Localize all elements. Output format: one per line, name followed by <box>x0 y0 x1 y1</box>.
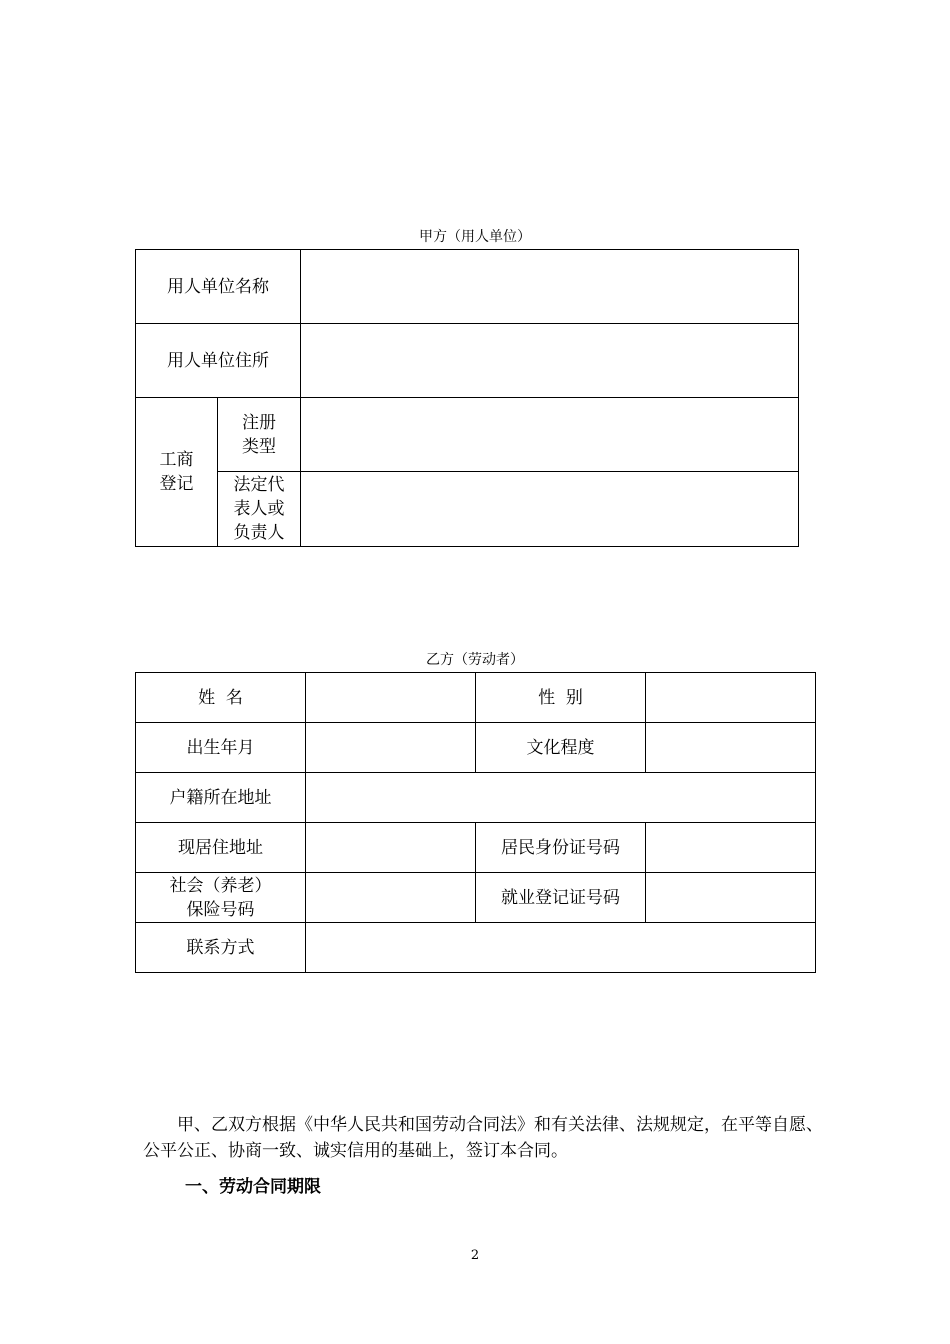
employment-reg-label: 就业登记证号码 <box>476 873 646 923</box>
residence-value[interactable] <box>306 823 476 873</box>
household-value[interactable] <box>306 773 816 823</box>
reg-type-value[interactable] <box>301 398 799 472</box>
party-a-table <box>135 249 799 547</box>
business-reg-label: 工商 登记 <box>136 398 218 547</box>
residence-label: 现居住地址 <box>136 823 306 873</box>
section-heading: 一、劳动合同期限 <box>185 1177 321 1197</box>
intro-paragraph: 甲、乙双方根据《中华人民共和国劳动合同法》和有关法律、法规规定，在平等自愿、公平公正、协商一致、诚实信用的基础上，签订本合同。 <box>143 1115 823 1161</box>
unit-name-label: 用人单位名称 <box>136 250 301 324</box>
name-label: 姓 名 <box>136 673 306 723</box>
legal-rep-label: 法定代 表人或 负责人 <box>218 472 301 547</box>
party-b-table <box>135 672 816 973</box>
contact-value[interactable] <box>306 923 816 973</box>
gender-value[interactable] <box>646 673 816 723</box>
unit-address-label: 用人单位住所 <box>136 324 301 398</box>
page-number: 2 <box>470 1248 480 1263</box>
gender-label: 性 别 <box>476 673 646 723</box>
education-label: 文化程度 <box>476 723 646 773</box>
insurance-value[interactable] <box>306 873 476 923</box>
education-value[interactable] <box>646 723 816 773</box>
contact-label: 联系方式 <box>136 923 306 973</box>
insurance-label: 社会（养老） 保险号码 <box>136 873 306 923</box>
name-value[interactable] <box>306 673 476 723</box>
birth-value[interactable] <box>306 723 476 773</box>
party-a-caption: 甲方（用人单位） <box>419 229 531 245</box>
legal-rep-value[interactable] <box>301 472 799 547</box>
employment-reg-value[interactable] <box>646 873 816 923</box>
household-label: 户籍所在地址 <box>136 773 306 823</box>
unit-address-value[interactable] <box>301 324 799 398</box>
birth-label: 出生年月 <box>136 723 306 773</box>
party-b-caption: 乙方（劳动者） <box>426 652 524 668</box>
id-label: 居民身份证号码 <box>476 823 646 873</box>
reg-type-label: 注册 类型 <box>218 398 301 472</box>
unit-name-value[interactable] <box>301 250 799 324</box>
id-value[interactable] <box>646 823 816 873</box>
